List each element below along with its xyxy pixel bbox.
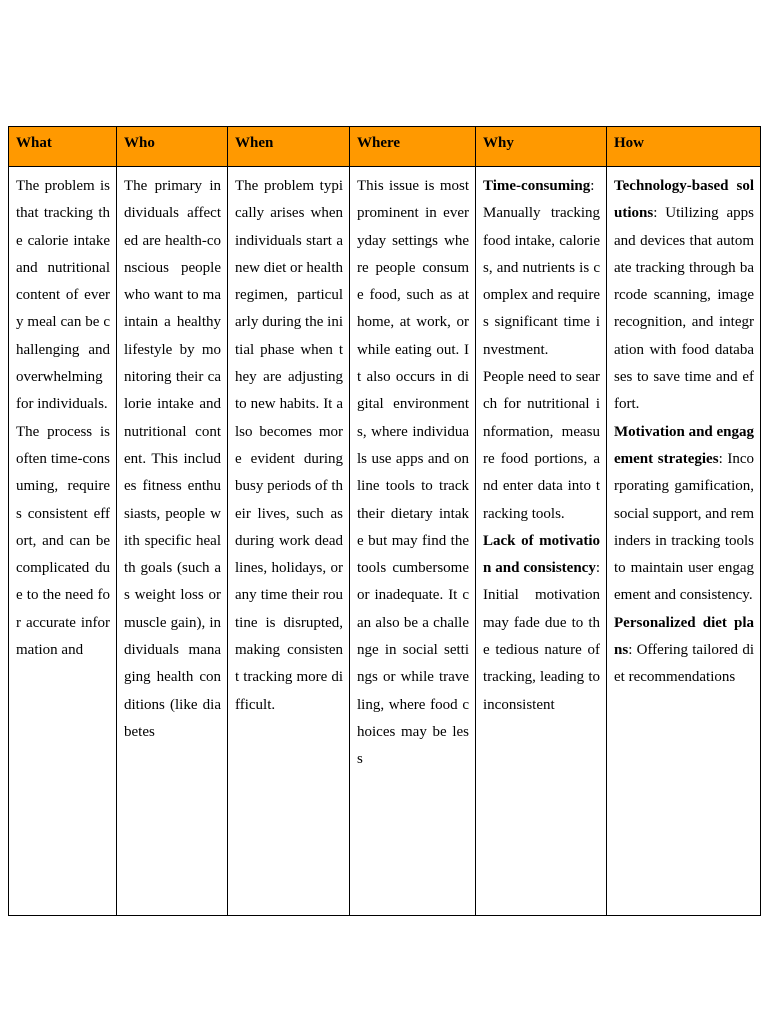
why-motivation-title: Lack of motivation and consistency xyxy=(483,532,600,577)
header-when: When xyxy=(228,127,350,167)
cell-what xyxy=(9,167,117,916)
how-diet xyxy=(614,610,754,692)
why-people-paragraph: People need to search for nutritional information, measure food portions, and enter data into tracking tools. xyxy=(483,369,600,522)
how-engagement-title: Motivation and engagement strategies xyxy=(614,423,755,467)
why-motivation-text: : Initial motivation may fade due to the tedious nature of tracking, leading to inconsistent xyxy=(483,560,600,713)
who-paragraph: The primary individuals affected are health-conscious people who want to maintain a healthy lifestyle by monitoring their calorie intake and nutritional content. This includes fitness enthusiasts, people with specific health goals (such as weight loss or muscle gain), individuals managing health conditions (like diabetes xyxy=(124,178,221,740)
cell-where xyxy=(350,167,476,916)
table-header xyxy=(9,127,761,167)
how-text xyxy=(614,173,754,692)
why-time-title: Time-consuming xyxy=(483,178,591,194)
why-time-text: : Manually tracking food intake, calories, and nutrients is complex and requires significant time investment. xyxy=(483,178,600,358)
how-tech-text: : Utilizing apps and devices that automate tracking through barcode scanning, image recognition, and integration with food databases to save time and effort. xyxy=(614,205,754,413)
why-motivation xyxy=(483,528,600,719)
when-text xyxy=(235,173,343,719)
who-text xyxy=(124,173,221,746)
where-text xyxy=(357,173,469,774)
how-diet-title: Personalized diet plans xyxy=(614,614,754,659)
why-text xyxy=(483,173,600,719)
header-why: Why xyxy=(476,127,607,167)
header-who: Who xyxy=(117,127,228,167)
how-diet-text: : Offering tailored diet recommendations xyxy=(614,642,754,686)
header-how: How xyxy=(607,127,761,167)
how-tech-title: Technology-based solutions xyxy=(614,178,754,222)
how-engagement-text: : Incorporating gamification, social support, and reminders in tracking tools to maintain user engagement and consistency. xyxy=(614,450,754,604)
cell-who xyxy=(117,167,228,916)
what-paragraph-1: The problem is that tracking the calorie intake and nutritional content of every meal can be challenging and overwhelming for individuals. xyxy=(16,178,110,413)
table-row xyxy=(9,167,761,916)
what-text xyxy=(16,173,110,664)
5w1h-table xyxy=(8,126,761,916)
what-paragraph-2: The process is often time-consuming, requires consistent effort, and can be complicated due to the need for accurate information and xyxy=(16,423,110,659)
cell-why xyxy=(476,167,607,916)
header-where: Where xyxy=(350,127,476,167)
header-row xyxy=(9,127,761,167)
why-time-consuming xyxy=(483,173,600,364)
cell-when xyxy=(228,167,350,916)
cell-how xyxy=(607,167,761,916)
how-engagement xyxy=(614,419,754,610)
how-technology xyxy=(614,173,754,419)
header-what: What xyxy=(9,127,117,167)
where-paragraph: This issue is most prominent in everyday settings where people consume food, such as at home, at work, or while eating out. It also occurs in digital environments, where individuals use apps and online tools to track their dietary intake but may find the tools cumbersome or inadequate. It can also be a challenge in social settings or while traveling, where food choices may be less xyxy=(357,178,469,768)
table-body xyxy=(9,167,761,916)
when-paragraph: The problem typically arises when individuals start a new diet or health regimen, particularly during the initial phase when they are adjusting to new habits. It also becomes more evident during busy periods of their lives, such as during work deadlines, holidays, or any time their routine is disrupted, making consistent tracking more difficult. xyxy=(235,178,343,713)
